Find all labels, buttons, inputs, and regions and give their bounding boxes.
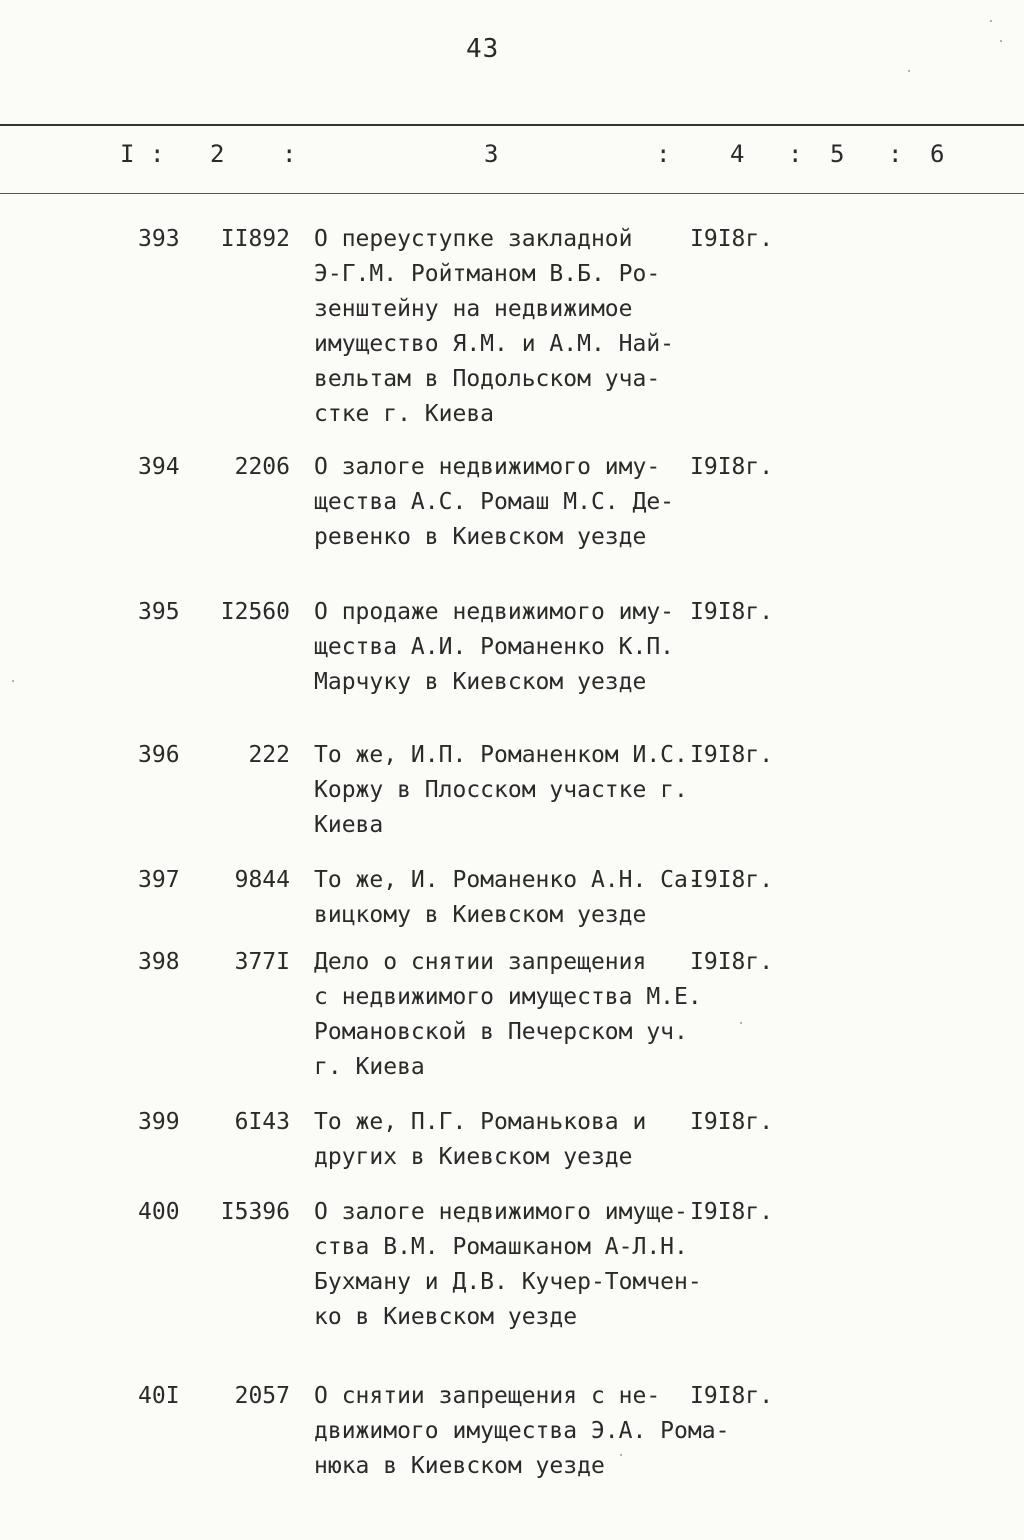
entry-year: I9I8г. bbox=[690, 1199, 774, 1225]
entry-number: 394 bbox=[138, 454, 180, 480]
entry-number: 395 bbox=[138, 599, 180, 625]
header-top-rule bbox=[0, 124, 1024, 126]
description-line: стке г. Киева bbox=[314, 401, 495, 427]
description-line: То же, И.П. Романенком И.С. bbox=[314, 742, 688, 768]
description-line: То же, П.Г. Романькова и bbox=[314, 1109, 647, 1135]
archive-number: 2206 bbox=[234, 454, 290, 480]
description-line: Романовской в Печерском уч. bbox=[314, 1019, 688, 1045]
entry-year: I9I8г. bbox=[690, 226, 774, 252]
description-line: Коржу в Плосском участке г. bbox=[314, 777, 688, 803]
entry-description bbox=[314, 1105, 734, 1175]
scan-speck bbox=[908, 70, 910, 72]
column-separator: : bbox=[656, 140, 671, 168]
archive-number: I2560 bbox=[220, 599, 290, 625]
column-header-row bbox=[0, 140, 1024, 180]
entry-number: 393 bbox=[138, 226, 180, 252]
description-line: щества А.С. Ромаш М.С. Де- bbox=[314, 489, 675, 515]
inventory-entry bbox=[0, 863, 1024, 933]
entry-number: 396 bbox=[138, 742, 180, 768]
column-header-4: 4 bbox=[730, 140, 745, 168]
description-line: движимого имущества Э.А. Рома- bbox=[314, 1418, 730, 1444]
description-line: О переуступке закладной bbox=[314, 226, 633, 252]
scan-speck bbox=[1000, 40, 1002, 42]
description-line: других в Киевском уезде bbox=[314, 1144, 633, 1170]
description-line: зенштейну на недвижимое bbox=[314, 296, 633, 322]
inventory-entry bbox=[0, 595, 1024, 700]
entry-number: 399 bbox=[138, 1109, 180, 1135]
entry-number: 40I bbox=[138, 1383, 180, 1409]
entry-description bbox=[314, 450, 734, 555]
archive-number: II892 bbox=[220, 226, 290, 252]
inventory-entry bbox=[0, 945, 1024, 1085]
entry-description bbox=[314, 945, 734, 1085]
column-separator: : bbox=[788, 140, 803, 168]
entry-number: 398 bbox=[138, 949, 180, 975]
scan-speck bbox=[990, 20, 992, 22]
entry-description bbox=[314, 1195, 734, 1335]
column-header-1: I bbox=[120, 140, 135, 168]
entry-description bbox=[314, 738, 734, 843]
scan-speck bbox=[740, 1022, 742, 1024]
inventory-entry bbox=[0, 450, 1024, 555]
entry-description bbox=[314, 863, 734, 933]
column-separator: : bbox=[282, 140, 297, 168]
description-line: ства В.М. Ромашканом А-Л.Н. bbox=[314, 1234, 688, 1260]
description-line: Марчуку в Киевском уезде bbox=[314, 669, 647, 695]
column-header-2: 2 bbox=[210, 140, 225, 168]
description-line: Э-Г.М. Ройтманом В.Б. Ро- bbox=[314, 261, 661, 287]
inventory-entry bbox=[0, 1379, 1024, 1484]
entry-year: I9I8г. bbox=[690, 867, 774, 893]
entry-year: I9I8г. bbox=[690, 599, 774, 625]
description-line: щества А.И. Романенко К.П. bbox=[314, 634, 675, 660]
description-line: Киева bbox=[314, 812, 384, 838]
entry-description bbox=[314, 1379, 734, 1484]
description-line: О залоге недвижимого имуще- bbox=[314, 1199, 688, 1225]
inventory-entry bbox=[0, 222, 1024, 432]
entry-number: 400 bbox=[138, 1199, 180, 1225]
description-line: То же, И. Романенко А.Н. Са- bbox=[314, 867, 702, 893]
entry-year: I9I8г. bbox=[690, 454, 774, 480]
entry-description bbox=[314, 222, 734, 432]
description-line: вельтам в Подольском уча- bbox=[314, 366, 661, 392]
entry-year: I9I8г. bbox=[690, 1109, 774, 1135]
inventory-entries bbox=[0, 222, 1024, 1484]
description-line: имущество Я.М. и А.М. Най- bbox=[314, 331, 675, 357]
entry-year: I9I8г. bbox=[690, 949, 774, 975]
entry-description bbox=[314, 595, 734, 700]
column-header-6: 6 bbox=[930, 140, 945, 168]
column-separator: : bbox=[150, 140, 165, 168]
description-line: нюка в Киевском уезде bbox=[314, 1453, 605, 1479]
scan-speck bbox=[12, 680, 14, 682]
scan-speck bbox=[620, 1454, 622, 1456]
description-line: ревенко в Киевском уезде bbox=[314, 524, 647, 550]
archive-number: 377I bbox=[234, 949, 290, 975]
header-bottom-rule bbox=[0, 193, 1024, 194]
entry-number: 397 bbox=[138, 867, 180, 893]
description-line: ко в Киевском уезде bbox=[314, 1304, 578, 1330]
inventory-entry bbox=[0, 738, 1024, 843]
description-line: вицкому в Киевском уезде bbox=[314, 902, 647, 928]
archive-number: 222 bbox=[248, 742, 290, 768]
entry-year: I9I8г. bbox=[690, 1383, 774, 1409]
archive-number: 6I43 bbox=[234, 1109, 290, 1135]
description-line: с недвижимого имущества М.Е. bbox=[314, 984, 702, 1010]
archive-number: 9844 bbox=[234, 867, 290, 893]
description-line: О продаже недвижимого иму- bbox=[314, 599, 675, 625]
description-line: Дело о снятии запрещения bbox=[314, 949, 647, 975]
column-header-3: 3 bbox=[484, 140, 499, 168]
description-line: Бухману и Д.В. Кучер-Томчен- bbox=[314, 1269, 702, 1295]
column-separator: : bbox=[888, 140, 903, 168]
inventory-entry bbox=[0, 1105, 1024, 1175]
archive-number: 2057 bbox=[234, 1383, 290, 1409]
column-header-5: 5 bbox=[830, 140, 845, 168]
description-line: О залоге недвижимого иму- bbox=[314, 454, 661, 480]
inventory-entry bbox=[0, 1195, 1024, 1335]
page-number: 43 bbox=[466, 34, 500, 64]
entry-year: I9I8г. bbox=[690, 742, 774, 768]
description-line: О снятии запрещения с не- bbox=[314, 1383, 661, 1409]
archive-number: I5396 bbox=[220, 1199, 290, 1225]
description-line: г. Киева bbox=[314, 1054, 425, 1080]
